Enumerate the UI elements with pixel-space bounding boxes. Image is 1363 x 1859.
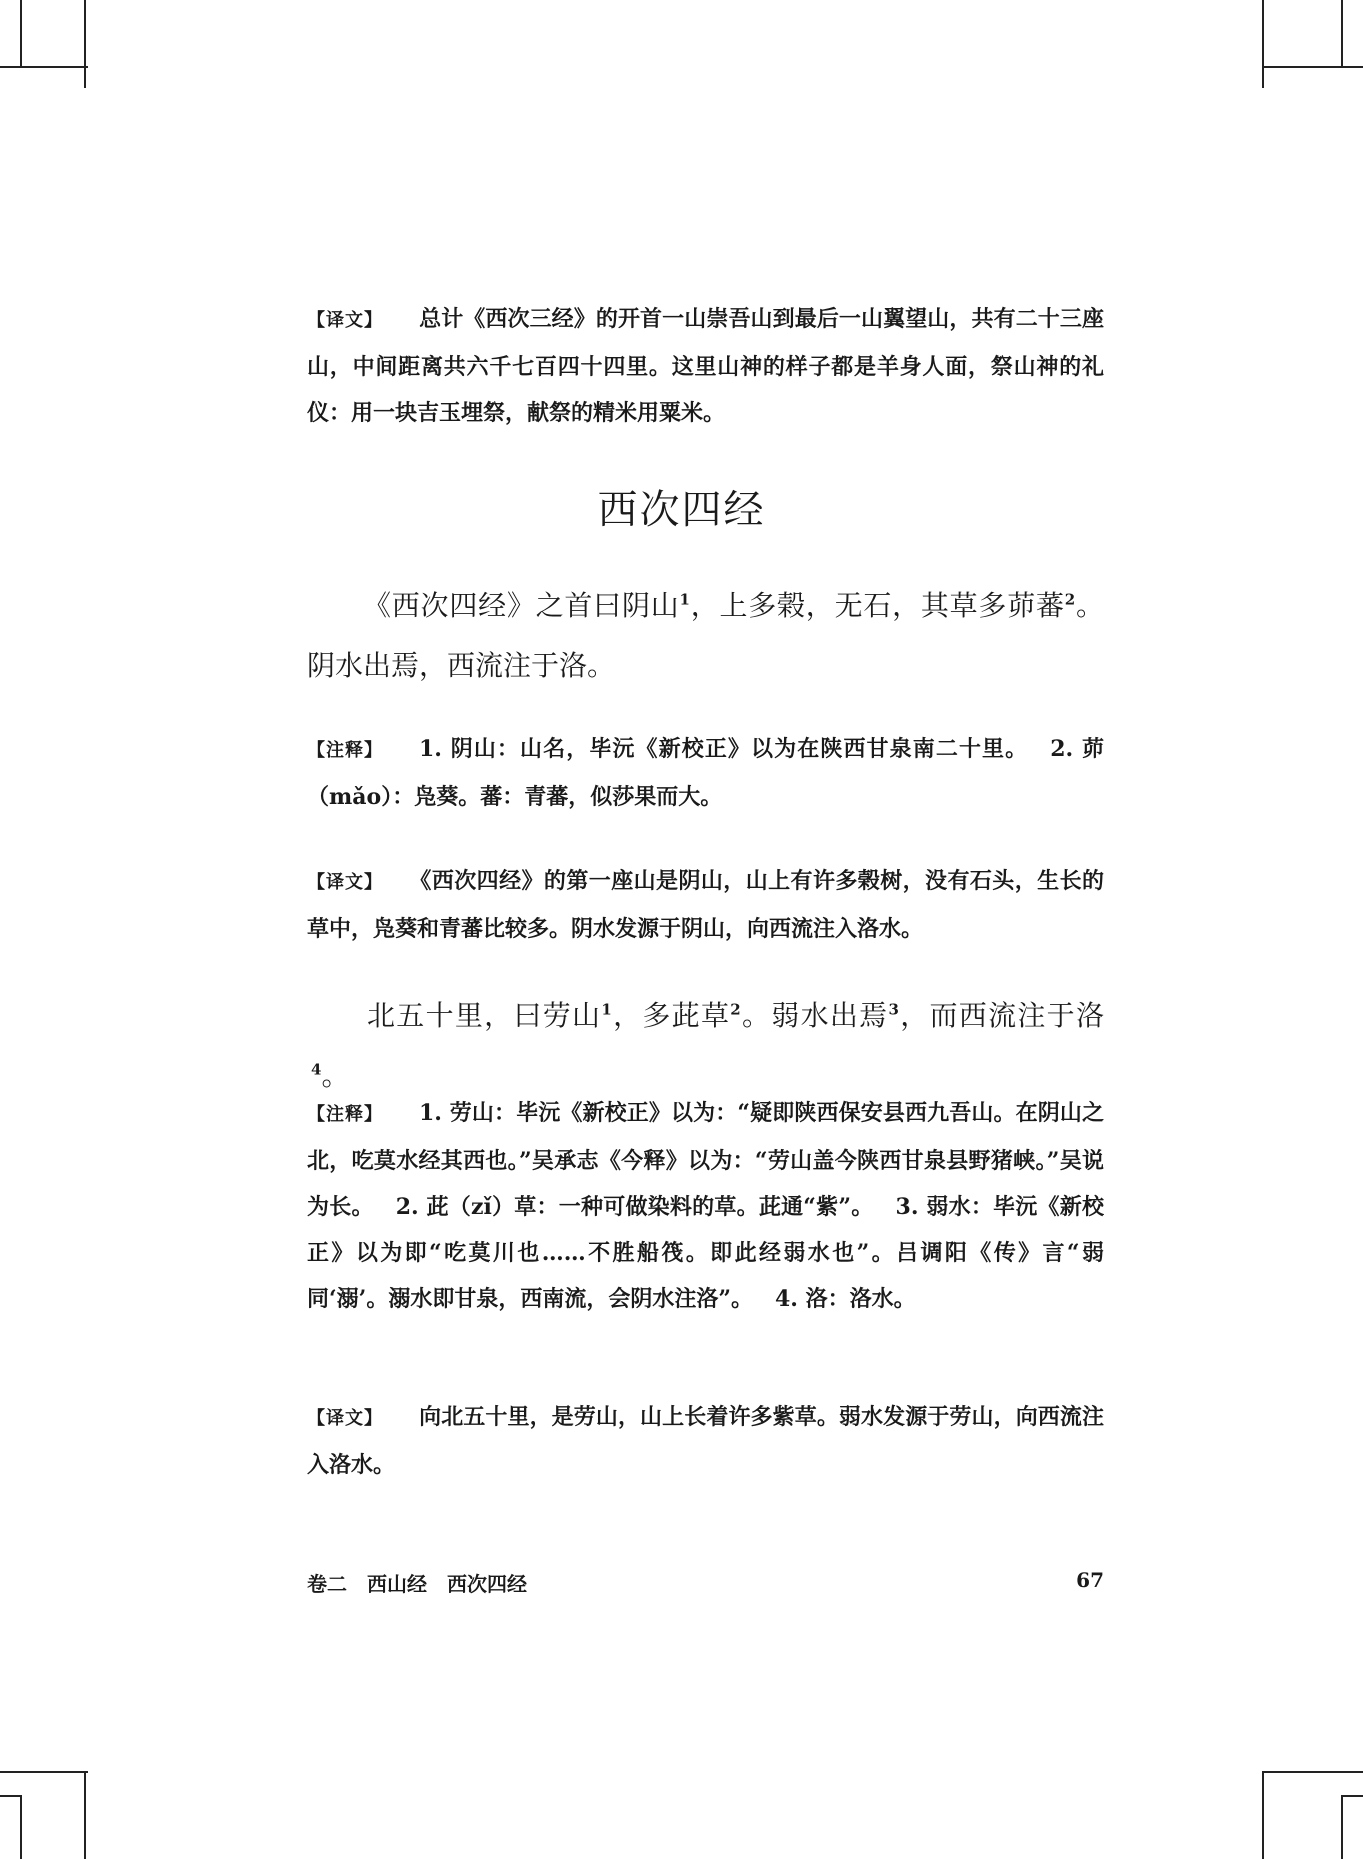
annotation-note: 2. 茈（zǐ）草：一种可做染料的草。茈通“紫”。 — [395, 1194, 874, 1220]
footnote-marker: 2 — [1064, 590, 1076, 609]
crop-mark-top-right-outer — [1341, 0, 1343, 66]
passage-segment: ，而西流注于洛 — [898, 999, 1104, 1032]
crop-mark-bottom-right-horizontal — [1262, 1771, 1363, 1773]
translation-text: 《西次四经》的第一座山是阴山，山上有许多榖树，没有石头，生长的草中，凫葵和青蕃比较多。阴水发源于阴山，向西流注入洛水。 — [307, 868, 1104, 942]
annotation-tag: 【注释】 — [307, 1104, 383, 1125]
crop-mark-top-right-vertical — [1262, 0, 1264, 88]
translation-tag: 【译文】 — [307, 1408, 383, 1429]
footnote-marker: 1 — [601, 1000, 612, 1019]
passage-segment: 。 — [321, 1059, 350, 1092]
translation-block-1 — [307, 296, 1104, 436]
crop-mark-top-left-horizontal — [0, 66, 88, 68]
crop-mark-bottom-left-vertical — [84, 1771, 86, 1859]
annotation-note: 1. 阴山：山名，毕沅《新校正》以为在陕西甘泉南二十里。 — [419, 736, 1029, 762]
passage-segment: 。弱水出焉 — [740, 999, 889, 1032]
crop-mark-top-right-horizontal — [1262, 66, 1363, 68]
annotation-note: 1. 劳山：毕沅《新校正》以为：“疑即陕西保安县西九吾山。在阴山之北，吃莫水经其西也。”吴承志《今释》以为：“劳山盖今陕西甘泉县野猪峡。”吴说为长。 — [307, 1100, 1104, 1220]
translation-tag: 【译文】 — [307, 310, 383, 331]
crop-mark-top-left-vertical — [84, 0, 86, 88]
footnote-marker: 1 — [679, 590, 690, 609]
annotation-note: 3. 弱水：毕沅《新校正》以为即“吃莫川也……不胜船筏。即此经弱水也”。吕调阳《传》言“弱同‘溺’。溺水即甘泉，西南流，会阴水注洛”。 — [307, 1194, 1104, 1312]
crop-mark-bottom-left-outer — [20, 1795, 22, 1859]
section-title: 西次四经 — [597, 487, 766, 533]
footnote-marker: 3 — [888, 1000, 899, 1019]
annotation-block-1 — [307, 726, 1104, 820]
translation-text: 向北五十里，是劳山，山上长着许多紫草。弱水发源于劳山，向西流注入洛水。 — [307, 1404, 1104, 1478]
crop-mark-bottom-left-outer-h — [0, 1795, 20, 1797]
annotation-note: 2. 茆（mǎo）：凫葵。蕃：青蕃，似莎果而大。 — [307, 736, 1104, 810]
crop-mark-bottom-right-outer — [1341, 1795, 1343, 1859]
translation-text: 总计《西次三经》的开首一山崇吾山到最后一山翼望山，共有二十三座山，中间距离共六千七百四十四里。这里山神的样子都是羊身人面，祭山神的礼仪：用一块吉玉埋祭，献祭的精米用粟米。 — [307, 306, 1104, 426]
passage-segment: 北五十里，曰劳山 — [367, 999, 602, 1032]
running-head: 卷二 西山经 西次四经 — [307, 1572, 527, 1596]
translation-tag: 【译文】 — [307, 872, 383, 893]
footnote-marker: 4 — [311, 1060, 322, 1079]
crop-mark-bottom-right-outer-h — [1341, 1795, 1363, 1797]
annotation-note: 4. 洛：洛水。 — [774, 1286, 916, 1312]
translation-block-3 — [307, 1394, 1104, 1488]
passage-segment: 《西次四经》之首曰阴山 — [363, 589, 680, 622]
annotation-tag: 【注释】 — [307, 740, 383, 761]
crop-mark-bottom-right-vertical — [1262, 1771, 1264, 1859]
translation-block-2 — [307, 858, 1104, 952]
passage-segment: ，上多榖，无石，其草多茆蕃 — [689, 589, 1065, 622]
crop-mark-bottom-left-horizontal — [0, 1771, 88, 1773]
crop-mark-top-left-outer — [20, 0, 22, 66]
passage-segment: 。阴水出焉，西流注于洛。 — [307, 589, 1104, 682]
classic-passage-2 — [307, 986, 1104, 1106]
classic-passage-1 — [307, 576, 1104, 696]
page-number: 67 — [1076, 1568, 1104, 1592]
annotation-block-2 — [307, 1090, 1104, 1322]
footnote-marker: 2 — [730, 1000, 741, 1019]
passage-segment: ，多茈草 — [611, 999, 731, 1032]
